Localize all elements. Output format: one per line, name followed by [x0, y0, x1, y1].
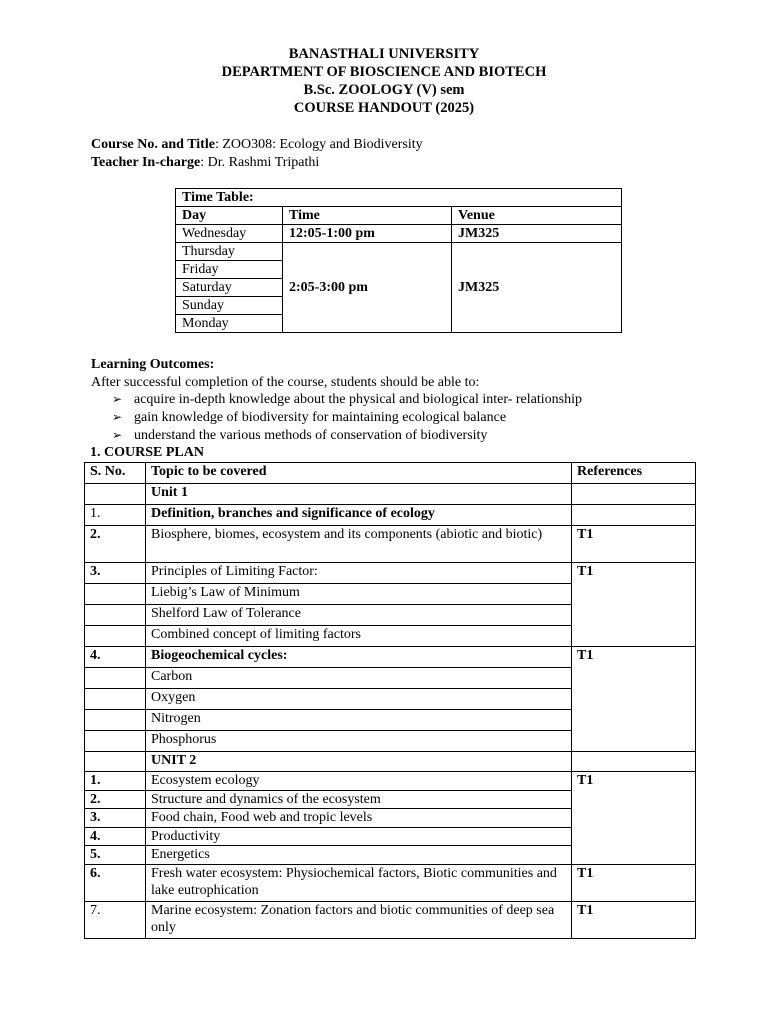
- arrow-bullet-icon: ➢: [112, 428, 123, 442]
- plan-topic: Definition, branches and significance of ecology: [146, 505, 572, 526]
- timetable-venue: JM325: [452, 225, 622, 243]
- outcomes-heading: Learning Outcomes:: [91, 357, 215, 372]
- outcome-text: gain knowledge of biodiversity for maintaining ecological balance: [134, 410, 507, 425]
- course-plan-heading: 1. COURSE PLAN: [90, 445, 204, 460]
- outcome-text: understand the various methods of conservation of biodiversity: [134, 428, 488, 443]
- plan-topic: Nitrogen: [146, 710, 572, 731]
- course-title-label: Course No. and Title: [91, 137, 215, 152]
- plan-sno: 4.: [85, 647, 146, 668]
- plan-topic: Liebig’s Law of Minimum: [146, 584, 572, 605]
- handout-title: COURSE HANDOUT (2025): [293, 100, 475, 116]
- teacher-label: Teacher In-charge: [91, 155, 201, 170]
- timetable-title: Time Table:: [176, 189, 622, 207]
- course-title-line: [91, 136, 423, 153]
- timetable-day: Saturday: [176, 279, 283, 297]
- outcome-text: acquire in-depth knowledge about the physical and biological inter- relationship: [134, 392, 582, 407]
- outcome-item: [112, 427, 487, 444]
- plan-topic: Biogeochemical cycles:: [146, 647, 572, 668]
- teacher-line: [91, 154, 319, 171]
- timetable-day: Sunday: [176, 297, 283, 315]
- plan-reference: T1: [572, 563, 696, 647]
- timetable-day: Wednesday: [176, 225, 283, 243]
- arrow-bullet-icon: ➢: [112, 410, 123, 424]
- plan-sno: 1.: [85, 505, 146, 526]
- outcomes-intro: After successful completion of the course, students should be able to:: [91, 375, 480, 390]
- plan-topic: Food chain, Food web and tropic levels: [146, 809, 572, 828]
- plan-reference: T1: [572, 901, 696, 938]
- timetable-time: 2:05-3:00 pm: [283, 243, 452, 333]
- course-plan-table: [84, 462, 696, 939]
- timetable-venue: JM325: [452, 243, 622, 333]
- timetable-time: 12:05-1:00 pm: [283, 225, 452, 243]
- plan-header-references: References: [572, 463, 696, 484]
- plan-topic: Fresh water ecosystem: Physiochemical factors, Biotic communities and lake eutrophication: [146, 864, 572, 901]
- timetable: [175, 188, 622, 333]
- plan-topic: Carbon: [146, 668, 572, 689]
- plan-sno: 3.: [85, 563, 146, 584]
- plan-sno: 6.: [85, 864, 146, 901]
- plan-sno: 5.: [85, 846, 146, 865]
- university-name: BANASTHALI UNIVERSITY: [288, 46, 480, 62]
- timetable-day: Friday: [176, 261, 283, 279]
- plan-sno: 7.: [85, 901, 146, 938]
- plan-topic: Marine ecosystem: Zonation factors and biotic communities of deep sea only: [146, 901, 572, 938]
- plan-reference: T1: [572, 864, 696, 901]
- plan-topic: Biosphere, biomes, ecosystem and its components (abiotic and biotic): [146, 526, 572, 563]
- plan-topic: Oxygen: [146, 689, 572, 710]
- arrow-bullet-icon: ➢: [112, 392, 123, 406]
- plan-topic: Principles of Limiting Factor:: [146, 563, 572, 584]
- plan-topic: Shelford Law of Tolerance: [146, 605, 572, 626]
- unit-heading: UNIT 2: [146, 752, 572, 772]
- outcome-item: [112, 409, 506, 426]
- timetable-day: Monday: [176, 315, 283, 333]
- plan-topic: Productivity: [146, 827, 572, 846]
- plan-header-topic: Topic to be covered: [146, 463, 572, 484]
- plan-sno: 4.: [85, 827, 146, 846]
- timetable-header-time: Time: [283, 207, 452, 225]
- plan-topic: Energetics: [146, 846, 572, 865]
- program-name: B.Sc. ZOOLOGY (V) sem: [303, 82, 465, 98]
- plan-reference: T1: [572, 526, 696, 563]
- plan-reference: T1: [572, 647, 696, 752]
- plan-sno: 2.: [85, 526, 146, 563]
- plan-sno: 3.: [85, 809, 146, 828]
- plan-topic: Combined concept of limiting factors: [146, 626, 572, 647]
- plan-sno: 2.: [85, 790, 146, 809]
- plan-sno: 1.: [85, 772, 146, 791]
- timetable-day: Thursday: [176, 243, 283, 261]
- timetable-header-day: Day: [176, 207, 283, 225]
- timetable-header-venue: Venue: [452, 207, 622, 225]
- plan-header-sno: S. No.: [85, 463, 146, 484]
- plan-topic: Structure and dynamics of the ecosystem: [146, 790, 572, 809]
- plan-topic: Ecosystem ecology: [146, 772, 572, 791]
- outcome-item: [112, 391, 582, 408]
- plan-topic: Phosphorus: [146, 731, 572, 752]
- teacher-value: : Dr. Rashmi Tripathi: [200, 155, 320, 170]
- unit-heading: Unit 1: [146, 484, 572, 505]
- course-title-value: : ZOO308: Ecology and Biodiversity: [214, 137, 423, 152]
- plan-reference: T1: [572, 772, 696, 865]
- department-name: DEPARTMENT OF BIOSCIENCE AND BIOTECH: [221, 64, 547, 80]
